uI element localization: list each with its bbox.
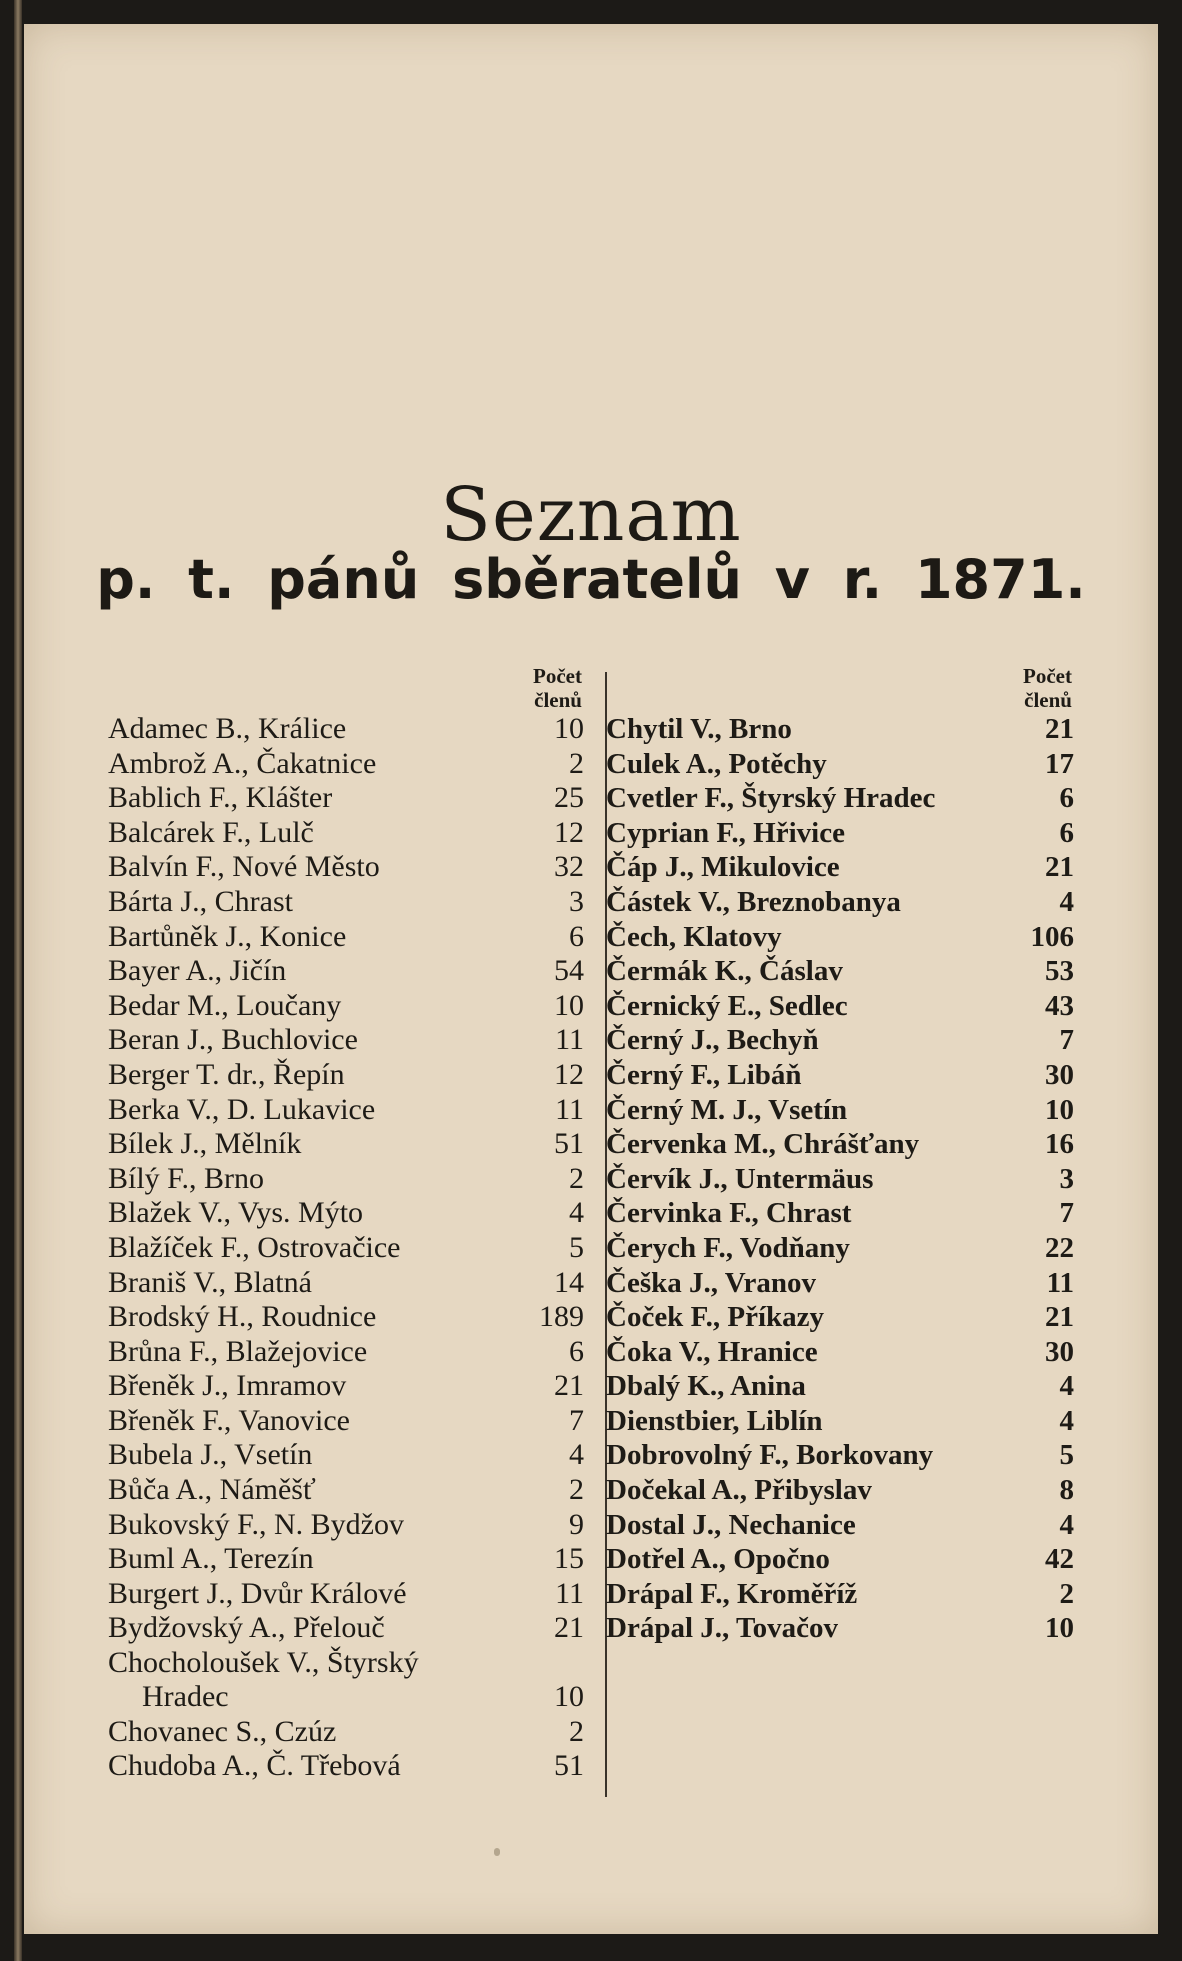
entry-count: 6 [569, 1334, 584, 1368]
list-item [108, 1715, 584, 1750]
list-item [606, 1300, 1074, 1335]
entry-name: Čoka V., Hranice [606, 1335, 818, 1368]
column-header [606, 664, 1074, 712]
entry-name: Dostal J., Nechanice [606, 1508, 856, 1541]
entry-count: 54 [554, 954, 584, 988]
entry-name: Břeněk J., Imramov [108, 1369, 347, 1403]
entry-count: 2 [569, 1714, 584, 1748]
entry-name: Braniš V., Blatná [108, 1265, 312, 1299]
entry-count: 21 [1045, 851, 1074, 884]
list-item [606, 816, 1074, 851]
entry-count: 2 [1059, 1577, 1074, 1610]
column-header-line1: Počet [533, 664, 582, 688]
book-spine [14, 0, 22, 1961]
left-tail-list [108, 1715, 584, 1784]
list-item [606, 885, 1074, 920]
entry-count: 25 [554, 781, 584, 815]
entry-count: 6 [569, 919, 584, 953]
list-item [108, 1611, 584, 1646]
list-item [606, 1404, 1074, 1439]
list-item [108, 1162, 584, 1197]
entry-count: 4 [1059, 1508, 1074, 1541]
entry-name: Bydžovský A., Přelouč [108, 1611, 385, 1645]
entry-name: Češka J., Vranov [606, 1266, 816, 1299]
entry-name: Blažíček F., Ostrovačice [108, 1230, 401, 1264]
entry-count: 12 [554, 815, 584, 849]
entry-count: 2 [569, 746, 584, 780]
entry-count: 32 [554, 850, 584, 884]
right-entry-list [606, 712, 1074, 1646]
entry-count: 7 [569, 1403, 584, 1437]
entry-name: Berka V., D. Lukavice [108, 1092, 376, 1126]
list-item [606, 1473, 1074, 1508]
entry-name: Červenka M., Chrášťany [606, 1128, 920, 1161]
entry-count: 43 [1045, 989, 1074, 1022]
entry-name: Červík J., Untermäus [606, 1162, 874, 1195]
entry-count: 5 [1059, 1439, 1074, 1472]
entry-name: Blažek V., Vys. Mýto [108, 1196, 364, 1230]
list-item [606, 850, 1074, 885]
entry-name: Chovanec S., Czúz [108, 1714, 337, 1748]
entry-name: Balvín F., Nové Město [108, 850, 380, 884]
list-item [108, 816, 584, 851]
column-header-line2: členů [534, 688, 582, 712]
list-item [108, 1023, 584, 1058]
entry-count: 11 [555, 1576, 584, 1610]
list-item [108, 1093, 584, 1128]
entry-name: Buml A., Terezín [108, 1542, 314, 1576]
list-item [606, 712, 1074, 747]
entry-count: 4 [569, 1196, 584, 1230]
entry-count: 8 [1059, 1474, 1074, 1507]
entry-count: 21 [1045, 1301, 1074, 1334]
list-item [108, 1577, 584, 1612]
entry-count: 22 [1045, 1231, 1074, 1264]
entry-name: Culek A., Potěchy [606, 747, 827, 780]
entry-count: 4 [1059, 1370, 1074, 1403]
entry-name: Bedar M., Loučany [108, 988, 342, 1022]
entry-count: 21 [554, 1611, 584, 1645]
entry-name: Bukovský F., N. Bydžov [108, 1507, 404, 1541]
entry-name: Ambrož A., Čakatnice [108, 746, 377, 780]
entry-count: 14 [554, 1265, 584, 1299]
column-header-line2: členů [1024, 688, 1072, 712]
entry-count: 2 [569, 1473, 584, 1507]
list-item [108, 920, 584, 955]
entry-name: Dobrovolný F., Borkovany [606, 1439, 934, 1472]
entry-name: Brůna F., Blažejovice [108, 1334, 368, 1368]
entry-count: 10 [554, 1680, 584, 1714]
entry-name: Bílek J., Mělník [108, 1127, 302, 1161]
entry-count: 9 [569, 1507, 584, 1541]
list-item [108, 747, 584, 782]
list-item [108, 1542, 584, 1577]
list-item [606, 1058, 1074, 1093]
list-item [606, 1162, 1074, 1197]
entry-count: 10 [554, 988, 584, 1022]
list-item [108, 1404, 584, 1439]
list-item [606, 1196, 1074, 1231]
entry-name: Cvetler F., Štyrský Hradec [606, 782, 936, 815]
column-header [108, 664, 584, 712]
entry-name: Čech, Klatovy [606, 920, 782, 953]
entry-count: 4 [569, 1438, 584, 1472]
entry-name: Dbalý K., Anina [606, 1370, 806, 1403]
entry-count: 7 [1059, 1024, 1074, 1057]
entry-count: 10 [1045, 1093, 1074, 1126]
entry-count: 10 [554, 712, 584, 745]
list-item [606, 1093, 1074, 1128]
entry-count: 4 [1059, 885, 1074, 918]
entry-count: 106 [1030, 920, 1074, 953]
entry-name: Chudoba A., Č. Třebová [108, 1749, 401, 1783]
list-item [108, 712, 584, 747]
entry-name: Částek V., Breznobanya [606, 885, 901, 918]
entry-name: Černý F., Libáň [606, 1058, 802, 1091]
list-item [108, 1127, 584, 1162]
list-item [606, 1231, 1074, 1266]
entry-count: 6 [1059, 816, 1074, 849]
list-item [108, 1335, 584, 1370]
entry-name: Čoček F., Příkazy [606, 1301, 825, 1334]
entry-name: Břeněk F., Vanovice [108, 1403, 350, 1437]
list-item [108, 1749, 584, 1784]
entry-name: Dienstbier, Liblín [606, 1404, 823, 1437]
entry-count: 30 [1045, 1335, 1074, 1368]
entry-name: Bárta J., Chrast [108, 884, 293, 918]
list-item [606, 1611, 1074, 1646]
list-item [108, 885, 584, 920]
list-item [108, 1231, 584, 1266]
list-item [606, 1508, 1074, 1543]
left-column [108, 664, 584, 1784]
wrapped-entry-line2 [108, 1680, 584, 1715]
entry-name: Beran J., Buchlovice [108, 1023, 358, 1057]
entry-count: 12 [554, 1057, 584, 1091]
book-page [24, 24, 1158, 1934]
column-header-line1: Počet [1023, 664, 1072, 688]
entry-count: 2 [569, 1161, 584, 1195]
list-item [606, 1266, 1074, 1301]
entry-count: 6 [1059, 782, 1074, 815]
entry-count: 51 [554, 1127, 584, 1161]
entry-name: Černý M. J., Vsetín [606, 1093, 848, 1126]
list-item [606, 1335, 1074, 1370]
page-subtitle: p. t. pánů sběratelů v r. 1871. [96, 548, 1086, 611]
list-item [606, 954, 1074, 989]
list-item [606, 1542, 1074, 1577]
entry-name: Brodský H., Roudnice [108, 1300, 377, 1334]
list-item [606, 989, 1074, 1024]
entry-name: Bartůněk J., Konice [108, 919, 347, 953]
entry-count: 4 [1059, 1404, 1074, 1437]
entry-count: 3 [569, 884, 584, 918]
entry-name-continued: Hradec [142, 1680, 229, 1714]
entry-count: 189 [539, 1300, 584, 1334]
entry-count: 16 [1045, 1128, 1074, 1161]
entry-name: Drápal J., Tovačov [606, 1612, 839, 1645]
right-column [606, 664, 1074, 1646]
list-item [606, 1023, 1074, 1058]
list-item [108, 850, 584, 885]
entry-count: 21 [554, 1369, 584, 1403]
entry-count: 3 [1059, 1162, 1074, 1195]
page-title: Seznam [440, 471, 742, 558]
entry-name: Čáp J., Mikulovice [606, 851, 840, 884]
list-item [108, 1058, 584, 1093]
list-item [108, 1266, 584, 1301]
entry-name: Bůča A., Náměšť [108, 1473, 316, 1507]
paper-speck [494, 1848, 500, 1856]
entry-count: 7 [1059, 1197, 1074, 1230]
entry-name: Bílý F., Brno [108, 1161, 264, 1195]
list-item [108, 1473, 584, 1508]
entry-count: 11 [1046, 1266, 1074, 1299]
entry-name: Bayer A., Jičín [108, 954, 287, 988]
list-item [606, 747, 1074, 782]
list-item [108, 1369, 584, 1404]
list-item [606, 1577, 1074, 1612]
entry-name: Čermák K., Čáslav [606, 955, 843, 988]
list-item [108, 1300, 584, 1335]
entry-count: 17 [1045, 747, 1074, 780]
list-item [108, 989, 584, 1024]
entry-count: 53 [1045, 955, 1074, 988]
entry-name: Cyprian F., Hřivice [606, 816, 845, 849]
entry-name: Černý J., Bechyň [606, 1024, 819, 1057]
left-entry-list [108, 712, 584, 1646]
entry-name: Černický E., Sedlec [606, 989, 848, 1022]
entry-name: Bubela J., Vsetín [108, 1438, 313, 1472]
list-item [606, 1127, 1074, 1162]
entry-count: 21 [1045, 713, 1074, 745]
entry-name: Červinka F., Chrast [606, 1197, 852, 1230]
entry-name: Bablich F., Klášter [108, 781, 333, 815]
entry-count: 15 [554, 1542, 584, 1576]
entry-name: Adamec B., Králice [108, 712, 347, 745]
entry-name: Dočekal A., Přibyslav [606, 1474, 872, 1507]
wrapped-entry-line1 [108, 1646, 584, 1680]
entry-name: Dotřel A., Opočno [606, 1543, 830, 1576]
list-item [606, 1438, 1074, 1473]
list-item [606, 920, 1074, 955]
list-item [606, 781, 1074, 816]
entry-name: Burgert J., Dvůr Králové [108, 1576, 407, 1610]
entry-count: 51 [554, 1749, 584, 1783]
entry-name: Chytil V., Brno [606, 713, 792, 745]
list-item [108, 1196, 584, 1231]
list-item [108, 954, 584, 989]
entry-count: 11 [555, 1092, 584, 1126]
entry-count: 42 [1045, 1543, 1074, 1576]
entry-count: 10 [1045, 1612, 1074, 1645]
list-item [108, 781, 584, 816]
list-item [108, 1508, 584, 1543]
entry-name: Čerych F., Vodňany [606, 1231, 850, 1264]
entry-name: Chocholoušek V., Štyrský [108, 1646, 419, 1680]
entry-name: Balcárek F., Lulč [108, 815, 314, 849]
list-item [108, 1438, 584, 1473]
entry-name: Berger T. dr., Řepín [108, 1057, 345, 1091]
list-item [606, 1369, 1074, 1404]
entry-count: 5 [569, 1230, 584, 1264]
entry-name: Drápal F., Kroměříž [606, 1577, 858, 1610]
entry-count: 30 [1045, 1058, 1074, 1091]
entry-count: 11 [555, 1023, 584, 1057]
